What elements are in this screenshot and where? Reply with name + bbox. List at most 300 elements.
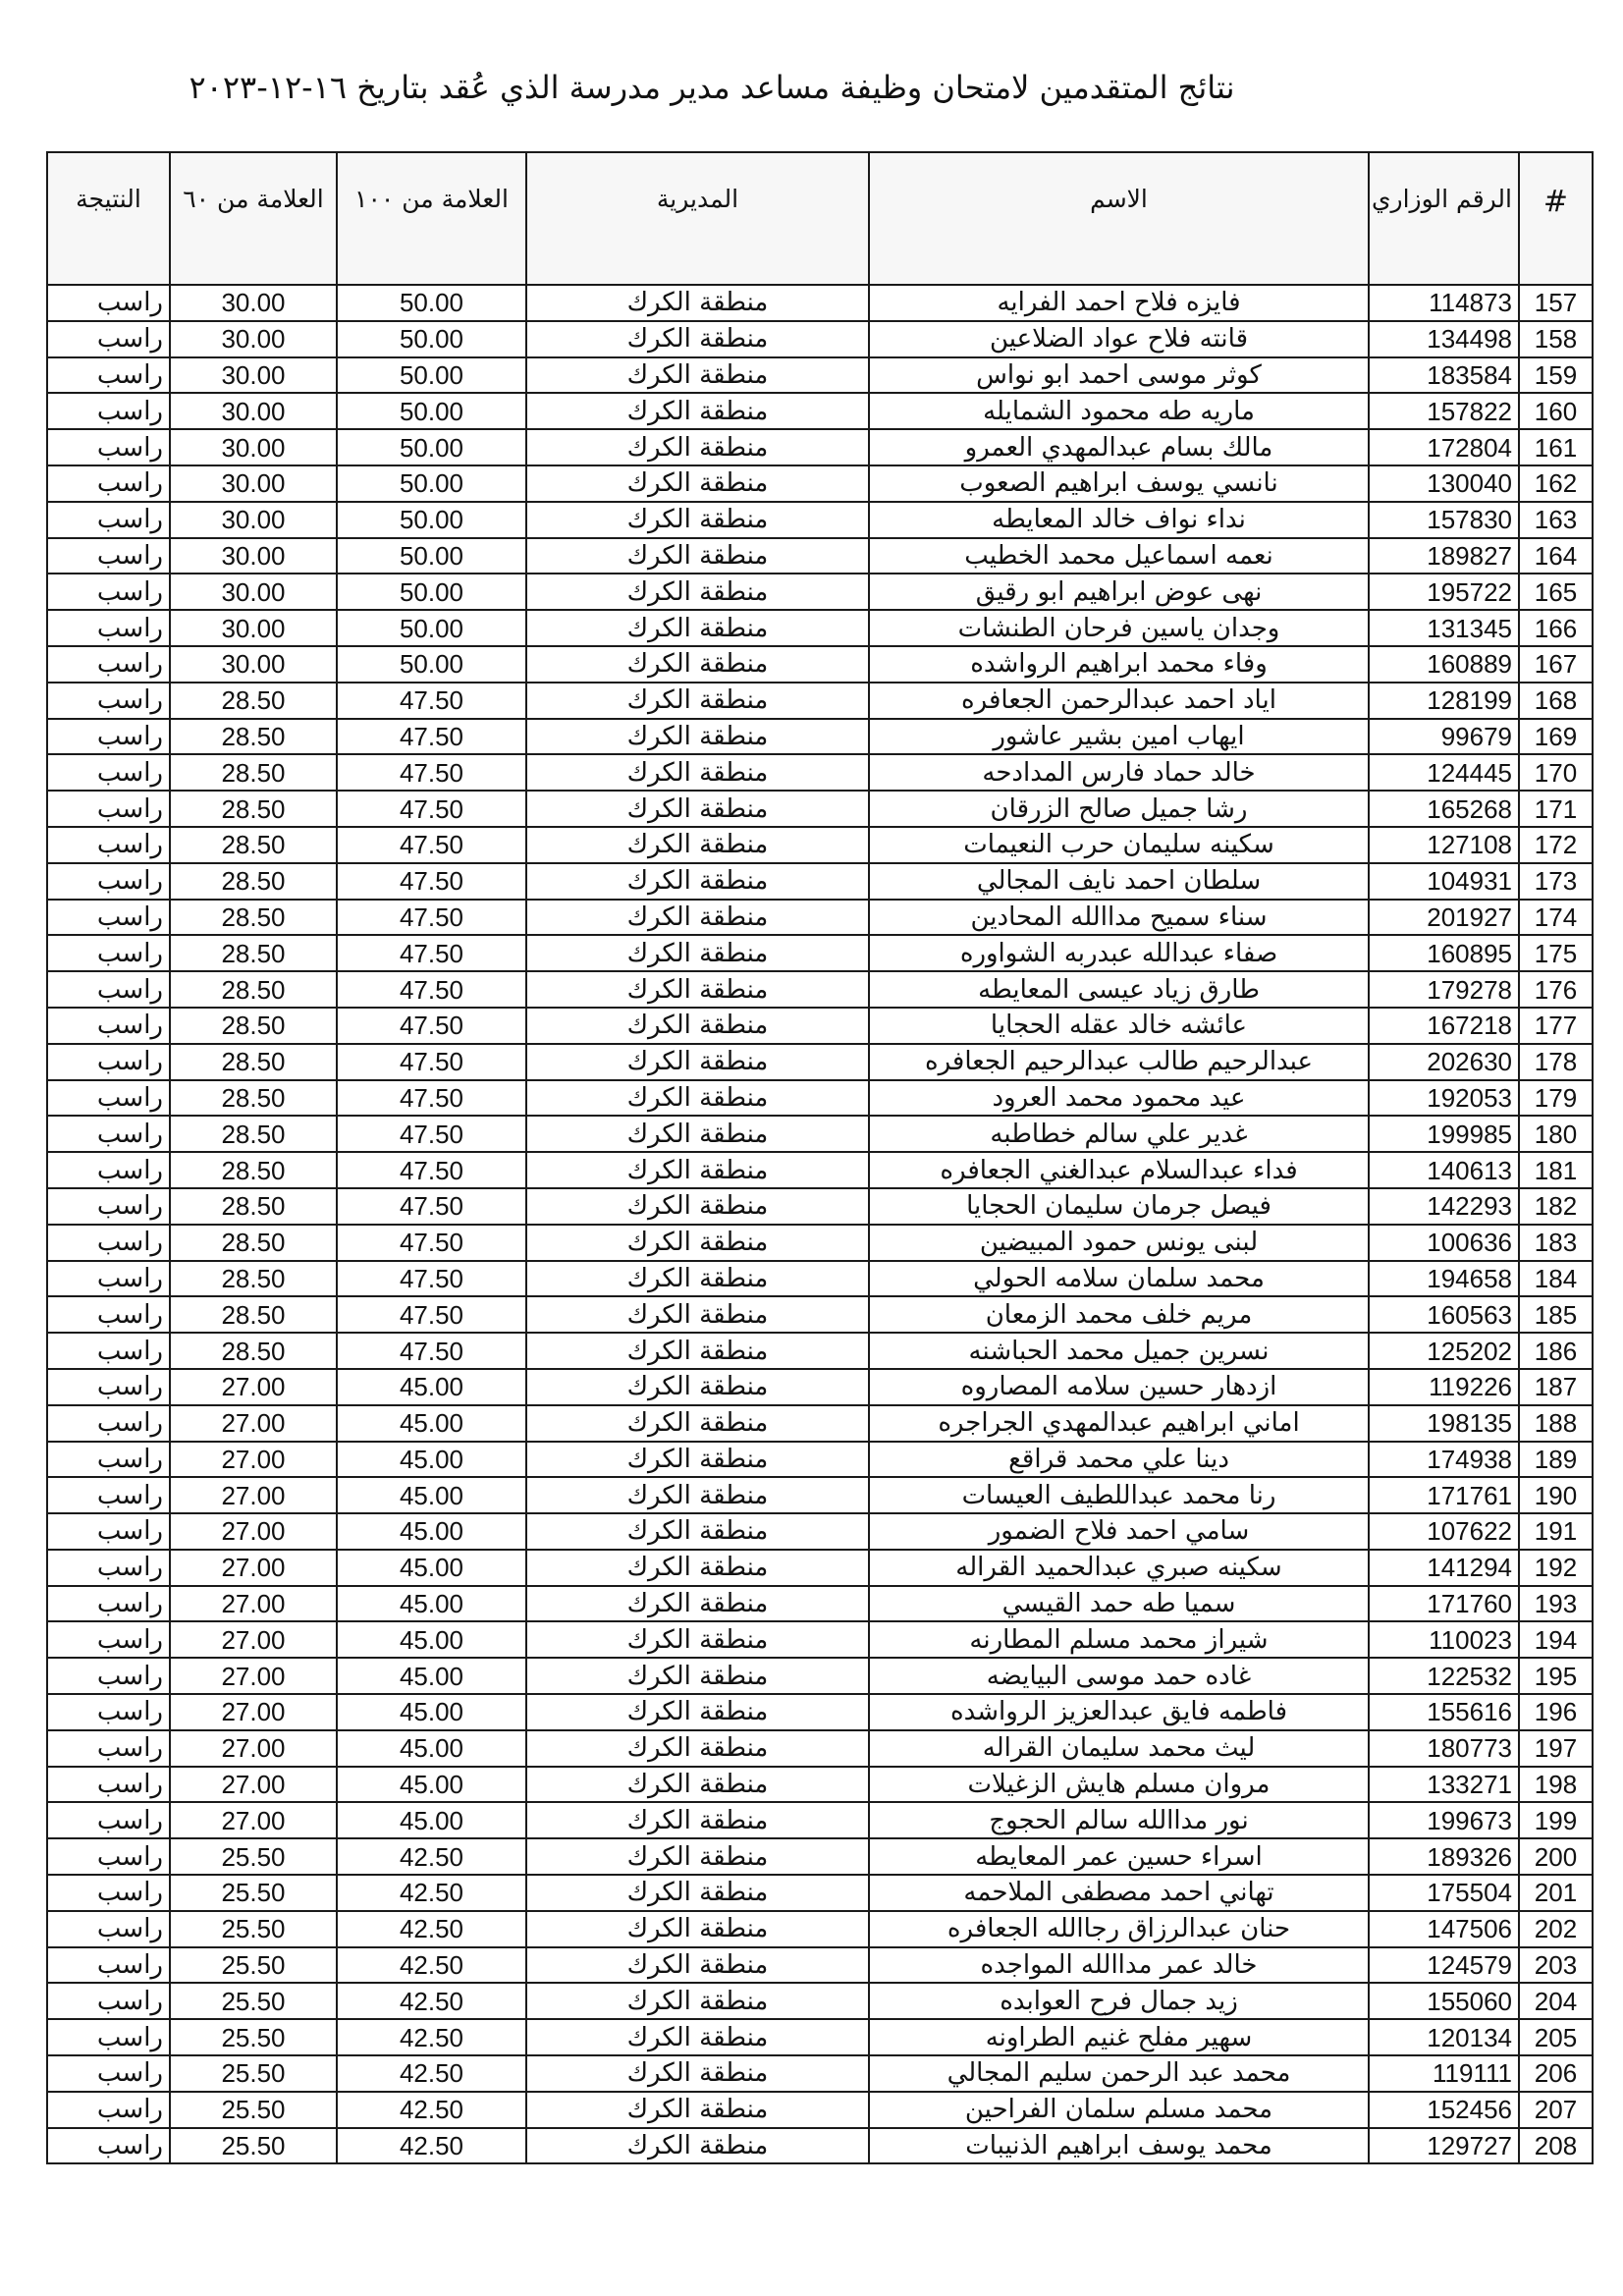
directorate: منطقة الكرك [526, 1261, 869, 1297]
result: راسب [47, 285, 170, 321]
table-row [47, 863, 1593, 900]
row-number: 196 [1519, 1694, 1593, 1730]
applicant-name: نداء نواف خالد المعايطه [869, 502, 1369, 538]
applicant-name: محمد يوسف ابراهيم الذنيبات [869, 2128, 1369, 2164]
mark-out-of-100: 47.50 [337, 1333, 526, 1369]
result: راسب [47, 1513, 170, 1550]
directorate: منطقة الكرك [526, 1188, 869, 1225]
row-number: 172 [1519, 827, 1593, 863]
mark-out-of-60: 27.00 [170, 1550, 337, 1586]
directorate: منطقة الكرك [526, 285, 869, 321]
applicant-name: زيد جمال فرح العوابده [869, 1983, 1369, 2019]
mark-out-of-60: 30.00 [170, 357, 337, 394]
ministry-id: 195722 [1369, 574, 1519, 610]
ministry-id: 160563 [1369, 1296, 1519, 1333]
table-row [47, 1838, 1593, 1875]
table-row [47, 1008, 1593, 1044]
ministry-id: 194658 [1369, 1261, 1519, 1297]
result: راسب [47, 538, 170, 574]
row-number: 168 [1519, 683, 1593, 719]
result: راسب [47, 863, 170, 900]
mark-out-of-100: 47.50 [337, 719, 526, 755]
result: راسب [47, 393, 170, 429]
header-result: النتيجة [47, 152, 170, 285]
mark-out-of-60: 28.50 [170, 1152, 337, 1188]
applicant-name: عيد محمود محمد العرود [869, 1080, 1369, 1117]
mark-out-of-100: 47.50 [337, 1296, 526, 1333]
mark-out-of-60: 27.00 [170, 1621, 337, 1658]
ministry-id: 141294 [1369, 1550, 1519, 1586]
ministry-id: 133271 [1369, 1767, 1519, 1803]
mark-out-of-100: 47.50 [337, 900, 526, 936]
result: راسب [47, 2092, 170, 2128]
directorate: منطقة الكرك [526, 1767, 869, 1803]
ministry-id: 171760 [1369, 1586, 1519, 1622]
ministry-id: 201927 [1369, 900, 1519, 936]
table-row [47, 1442, 1593, 1478]
mark-out-of-100: 45.00 [337, 1802, 526, 1838]
ministry-id: 122532 [1369, 1658, 1519, 1694]
applicant-name: ازدهار حسين سلامه المصاروه [869, 1369, 1369, 1405]
directorate: منطقة الكرك [526, 465, 869, 502]
applicant-name: سلطان احمد نايف المجالي [869, 863, 1369, 900]
page-title: نتائج المتقدمين لامتحان وظيفة مساعد مدير مدرسة الذي عُقد بتاريخ ١٦-١٢-٢٠٢٣ [189, 69, 1235, 106]
result: راسب [47, 1261, 170, 1297]
applicant-name: محمد مسلم سلمان الفراحين [869, 2092, 1369, 2128]
ministry-id: 183584 [1369, 357, 1519, 394]
mark-out-of-100: 50.00 [337, 610, 526, 646]
applicant-name: غاده حمد موسى البيايضه [869, 1658, 1369, 1694]
row-number: 190 [1519, 1477, 1593, 1513]
directorate: منطقة الكرك [526, 863, 869, 900]
applicant-name: خالد حماد فارس المدادحه [869, 754, 1369, 791]
mark-out-of-60: 25.50 [170, 1838, 337, 1875]
directorate: منطقة الكرك [526, 1911, 869, 1947]
result: راسب [47, 1694, 170, 1730]
mark-out-of-60: 27.00 [170, 1369, 337, 1405]
result: راسب [47, 827, 170, 863]
result: راسب [47, 321, 170, 357]
result: راسب [47, 1911, 170, 1947]
row-number: 192 [1519, 1550, 1593, 1586]
mark-out-of-60: 28.50 [170, 1116, 337, 1152]
ministry-id: 202630 [1369, 1044, 1519, 1080]
table-row [47, 538, 1593, 574]
row-number: 193 [1519, 1586, 1593, 1622]
row-number: 199 [1519, 1802, 1593, 1838]
result: راسب [47, 900, 170, 936]
mark-out-of-60: 28.50 [170, 971, 337, 1008]
directorate: منطقة الكرك [526, 1621, 869, 1658]
header-name: الاسم [869, 152, 1369, 285]
table-row [47, 1333, 1593, 1369]
ministry-id: 157822 [1369, 393, 1519, 429]
applicant-name: ماريه طه محمود الشمايله [869, 393, 1369, 429]
table-row [47, 2055, 1593, 2092]
applicant-name: كوثر موسى احمد ابو نواس [869, 357, 1369, 394]
result: راسب [47, 1802, 170, 1838]
table-row [47, 1621, 1593, 1658]
mark-out-of-100: 42.50 [337, 1911, 526, 1947]
row-number: 182 [1519, 1188, 1593, 1225]
directorate: منطقة الكرك [526, 321, 869, 357]
result: راسب [47, 1225, 170, 1261]
mark-out-of-100: 50.00 [337, 646, 526, 683]
mark-out-of-100: 45.00 [337, 1369, 526, 1405]
results-table [46, 151, 1594, 2164]
result: راسب [47, 1730, 170, 1767]
directorate: منطقة الكرك [526, 1477, 869, 1513]
row-number: 205 [1519, 2019, 1593, 2055]
row-number: 166 [1519, 610, 1593, 646]
ministry-id: 199985 [1369, 1116, 1519, 1152]
ministry-id: 100636 [1369, 1225, 1519, 1261]
mark-out-of-100: 42.50 [337, 1875, 526, 1911]
mark-out-of-60: 27.00 [170, 1730, 337, 1767]
applicant-name: رنا محمد عبداللطيف العيسات [869, 1477, 1369, 1513]
row-number: 184 [1519, 1261, 1593, 1297]
applicant-name: مالك بسام عبدالمهدي العمرو [869, 429, 1369, 465]
row-number: 206 [1519, 2055, 1593, 2092]
mark-out-of-60: 25.50 [170, 1875, 337, 1911]
ministry-id: 147506 [1369, 1911, 1519, 1947]
row-number: 164 [1519, 538, 1593, 574]
applicant-name: نهى عوض ابراهيم ابو رقيق [869, 574, 1369, 610]
mark-out-of-60: 30.00 [170, 321, 337, 357]
mark-out-of-100: 50.00 [337, 502, 526, 538]
mark-out-of-60: 28.50 [170, 719, 337, 755]
mark-out-of-60: 30.00 [170, 429, 337, 465]
applicant-name: محمد سلمان سلامه الحولي [869, 1261, 1369, 1297]
mark-out-of-60: 28.50 [170, 1296, 337, 1333]
directorate: منطقة الكرك [526, 2128, 869, 2164]
ministry-id: 127108 [1369, 827, 1519, 863]
result: راسب [47, 610, 170, 646]
row-number: 202 [1519, 1911, 1593, 1947]
row-number: 189 [1519, 1442, 1593, 1478]
table-row [47, 1875, 1593, 1911]
table-row [47, 1152, 1593, 1188]
applicant-name: سكينه صبري عبدالحميد القراله [869, 1550, 1369, 1586]
mark-out-of-100: 47.50 [337, 863, 526, 900]
mark-out-of-100: 47.50 [337, 1188, 526, 1225]
row-number: 201 [1519, 1875, 1593, 1911]
applicant-name: عبدالرحيم طالب عبدالرحيم الجعافره [869, 1044, 1369, 1080]
mark-out-of-100: 50.00 [337, 429, 526, 465]
ministry-id: 175504 [1369, 1875, 1519, 1911]
mark-out-of-60: 28.50 [170, 827, 337, 863]
table-row [47, 1405, 1593, 1442]
table-row [47, 393, 1593, 429]
mark-out-of-60: 28.50 [170, 1225, 337, 1261]
table-row [47, 719, 1593, 755]
mark-out-of-100: 45.00 [337, 1621, 526, 1658]
mark-out-of-100: 45.00 [337, 1513, 526, 1550]
applicant-name: نانسي يوسف ابراهيم الصعوب [869, 465, 1369, 502]
row-number: 188 [1519, 1405, 1593, 1442]
mark-out-of-100: 50.00 [337, 285, 526, 321]
directorate: منطقة الكرك [526, 754, 869, 791]
result: راسب [47, 357, 170, 394]
applicant-name: شيراز محمد مسلم المطارنه [869, 1621, 1369, 1658]
mark-out-of-100: 47.50 [337, 791, 526, 827]
applicant-name: اياد احمد عبدالرحمن الجعافره [869, 683, 1369, 719]
results-body [47, 285, 1593, 2163]
ministry-id: 114873 [1369, 285, 1519, 321]
directorate: منطقة الكرك [526, 1513, 869, 1550]
row-number: 170 [1519, 754, 1593, 791]
table-row [47, 2128, 1593, 2164]
row-number: 176 [1519, 971, 1593, 1008]
ministry-id: 130040 [1369, 465, 1519, 502]
mark-out-of-60: 30.00 [170, 646, 337, 683]
applicant-name: وجدان ياسين فرحان الطنشات [869, 610, 1369, 646]
result: راسب [47, 1442, 170, 1478]
applicant-name: سهير مفلح غنيم الطراونه [869, 2019, 1369, 2055]
mark-out-of-60: 30.00 [170, 610, 337, 646]
ministry-id: 189827 [1369, 538, 1519, 574]
ministry-id: 119111 [1369, 2055, 1519, 2092]
header-mark-60: العلامة من ٦٠ [170, 152, 337, 285]
table-row [47, 1658, 1593, 1694]
mark-out-of-100: 45.00 [337, 1477, 526, 1513]
result: راسب [47, 1767, 170, 1803]
directorate: منطقة الكرك [526, 1152, 869, 1188]
result: راسب [47, 1044, 170, 1080]
mark-out-of-100: 42.50 [337, 2055, 526, 2092]
mark-out-of-60: 28.50 [170, 683, 337, 719]
result: راسب [47, 1008, 170, 1044]
mark-out-of-100: 42.50 [337, 2128, 526, 2164]
table-row [47, 1080, 1593, 1117]
table-row [47, 1225, 1593, 1261]
mark-out-of-60: 25.50 [170, 1983, 337, 2019]
mark-out-of-60: 25.50 [170, 2055, 337, 2092]
result: راسب [47, 502, 170, 538]
table-row [47, 1550, 1593, 1586]
directorate: منطقة الكرك [526, 1296, 869, 1333]
mark-out-of-60: 28.50 [170, 1188, 337, 1225]
result: راسب [47, 2019, 170, 2055]
row-number: 158 [1519, 321, 1593, 357]
row-number: 173 [1519, 863, 1593, 900]
table-row [47, 1261, 1593, 1297]
row-number: 177 [1519, 1008, 1593, 1044]
row-number: 204 [1519, 1983, 1593, 2019]
mark-out-of-100: 47.50 [337, 754, 526, 791]
mark-out-of-60: 28.50 [170, 1080, 337, 1117]
row-number: 198 [1519, 1767, 1593, 1803]
result: راسب [47, 1405, 170, 1442]
row-number: 186 [1519, 1333, 1593, 1369]
ministry-id: 140613 [1369, 1152, 1519, 1188]
row-number: 161 [1519, 429, 1593, 465]
row-number: 159 [1519, 357, 1593, 394]
result: راسب [47, 1188, 170, 1225]
header-mark-100: العلامة من ١٠٠ [337, 152, 526, 285]
mark-out-of-100: 47.50 [337, 971, 526, 1008]
applicant-name: عائشه خالد عقله الحجايا [869, 1008, 1369, 1044]
result: راسب [47, 935, 170, 971]
row-number: 208 [1519, 2128, 1593, 2164]
directorate: منطقة الكرك [526, 1080, 869, 1117]
applicant-name: حنان عبدالرزاق رجاالله الجعافره [869, 1911, 1369, 1947]
result: راسب [47, 646, 170, 683]
mark-out-of-60: 30.00 [170, 285, 337, 321]
directorate: منطقة الكرك [526, 610, 869, 646]
applicant-name: اسراء حسين عمر المعايطه [869, 1838, 1369, 1875]
applicant-name: مريم خلف محمد الزمعان [869, 1296, 1369, 1333]
mark-out-of-60: 28.50 [170, 1261, 337, 1297]
mark-out-of-60: 27.00 [170, 1694, 337, 1730]
applicant-name: فاطمه فايق عبدالعزيز الرواشده [869, 1694, 1369, 1730]
result: راسب [47, 1983, 170, 2019]
mark-out-of-100: 47.50 [337, 827, 526, 863]
table-row [47, 2019, 1593, 2055]
header-ministry-id: الرقم الوزاري [1369, 152, 1519, 285]
mark-out-of-100: 47.50 [337, 1080, 526, 1117]
header-row [47, 152, 1593, 285]
table-row [47, 285, 1593, 321]
row-number: 163 [1519, 502, 1593, 538]
mark-out-of-100: 45.00 [337, 1586, 526, 1622]
mark-out-of-60: 30.00 [170, 502, 337, 538]
applicant-name: ايهاب امين بشير عاشور [869, 719, 1369, 755]
applicant-name: نسرين جميل محمد الحباشنه [869, 1333, 1369, 1369]
result: راسب [47, 1838, 170, 1875]
mark-out-of-60: 27.00 [170, 1802, 337, 1838]
mark-out-of-60: 28.50 [170, 1333, 337, 1369]
directorate: منطقة الكرك [526, 1983, 869, 2019]
ministry-id: 128199 [1369, 683, 1519, 719]
directorate: منطقة الكرك [526, 646, 869, 683]
table-row [47, 1044, 1593, 1080]
directorate: منطقة الكرك [526, 574, 869, 610]
table-row [47, 1694, 1593, 1730]
directorate: منطقة الكرك [526, 1333, 869, 1369]
applicant-name: سكينه سليمان حرب النعيمات [869, 827, 1369, 863]
table-row [47, 1947, 1593, 1984]
ministry-id: 110023 [1369, 1621, 1519, 1658]
row-number: 169 [1519, 719, 1593, 755]
ministry-id: 119226 [1369, 1369, 1519, 1405]
mark-out-of-100: 50.00 [337, 393, 526, 429]
directorate: منطقة الكرك [526, 1550, 869, 1586]
applicant-name: ليث محمد سليمان القراله [869, 1730, 1369, 1767]
mark-out-of-100: 42.50 [337, 1983, 526, 2019]
ministry-id: 155060 [1369, 1983, 1519, 2019]
row-number: 160 [1519, 393, 1593, 429]
mark-out-of-60: 28.50 [170, 863, 337, 900]
applicant-name: قانته فلاح عواد الضلاعين [869, 321, 1369, 357]
directorate: منطقة الكرك [526, 1694, 869, 1730]
row-number: 157 [1519, 285, 1593, 321]
mark-out-of-100: 50.00 [337, 538, 526, 574]
table-row [47, 935, 1593, 971]
result: راسب [47, 1296, 170, 1333]
table-row [47, 791, 1593, 827]
ministry-id: 124579 [1369, 1947, 1519, 1984]
directorate: منطقة الكرك [526, 2019, 869, 2055]
ministry-id: 180773 [1369, 1730, 1519, 1767]
mark-out-of-60: 27.00 [170, 1477, 337, 1513]
directorate: منطقة الكرك [526, 1586, 869, 1622]
mark-out-of-60: 30.00 [170, 465, 337, 502]
ministry-id: 104931 [1369, 863, 1519, 900]
directorate: منطقة الكرك [526, 1405, 869, 1442]
ministry-id: 152456 [1369, 2092, 1519, 2128]
mark-out-of-60: 25.50 [170, 2128, 337, 2164]
mark-out-of-60: 27.00 [170, 1405, 337, 1442]
mark-out-of-100: 45.00 [337, 1550, 526, 1586]
directorate: منطقة الكرك [526, 791, 869, 827]
mark-out-of-60: 30.00 [170, 393, 337, 429]
directorate: منطقة الكرك [526, 1875, 869, 1911]
table-row [47, 900, 1593, 936]
applicant-name: اماني ابراهيم عبدالمهدي الجراجره [869, 1405, 1369, 1442]
result: راسب [47, 791, 170, 827]
row-number: 197 [1519, 1730, 1593, 1767]
table-row [47, 1730, 1593, 1767]
mark-out-of-60: 28.50 [170, 935, 337, 971]
applicant-name: لبنى يونس حمود المبيضين [869, 1225, 1369, 1261]
ministry-id: 165268 [1369, 791, 1519, 827]
row-number: 187 [1519, 1369, 1593, 1405]
table-row [47, 754, 1593, 791]
result: راسب [47, 465, 170, 502]
applicant-name: نور مداالله سالم الحجوج [869, 1802, 1369, 1838]
row-number: 207 [1519, 2092, 1593, 2128]
table-row [47, 1477, 1593, 1513]
ministry-id: 198135 [1369, 1405, 1519, 1442]
table-row [47, 1513, 1593, 1550]
directorate: منطقة الكرك [526, 827, 869, 863]
ministry-id: 160895 [1369, 935, 1519, 971]
applicant-name: دينا علي محمد قراقع [869, 1442, 1369, 1478]
header-number: # [1519, 152, 1593, 285]
mark-out-of-60: 27.00 [170, 1658, 337, 1694]
applicant-name: غدير علي سالم خطاطبه [869, 1116, 1369, 1152]
directorate: منطقة الكرك [526, 1838, 869, 1875]
ministry-id: 155616 [1369, 1694, 1519, 1730]
applicant-name: سناء سميح مداالله المحادين [869, 900, 1369, 936]
ministry-id: 131345 [1369, 610, 1519, 646]
ministry-id: 120134 [1369, 2019, 1519, 2055]
result: راسب [47, 1369, 170, 1405]
row-number: 174 [1519, 900, 1593, 936]
mark-out-of-100: 42.50 [337, 1838, 526, 1875]
table-row [47, 1983, 1593, 2019]
mark-out-of-60: 25.50 [170, 2092, 337, 2128]
row-number: 191 [1519, 1513, 1593, 1550]
row-number: 185 [1519, 1296, 1593, 1333]
mark-out-of-60: 27.00 [170, 1767, 337, 1803]
mark-out-of-100: 45.00 [337, 1405, 526, 1442]
directorate: منطقة الكرك [526, 1442, 869, 1478]
mark-out-of-100: 45.00 [337, 1442, 526, 1478]
ministry-id: 129727 [1369, 2128, 1519, 2164]
mark-out-of-100: 47.50 [337, 1008, 526, 1044]
header-directorate: المديرية [526, 152, 869, 285]
result: راسب [47, 574, 170, 610]
table-row [47, 610, 1593, 646]
directorate: منطقة الكرك [526, 1008, 869, 1044]
directorate: منطقة الكرك [526, 1369, 869, 1405]
table-row [47, 1188, 1593, 1225]
directorate: منطقة الكرك [526, 1116, 869, 1152]
applicant-name: خالد عمر مداالله المواجده [869, 1947, 1369, 1984]
result: راسب [47, 1658, 170, 1694]
